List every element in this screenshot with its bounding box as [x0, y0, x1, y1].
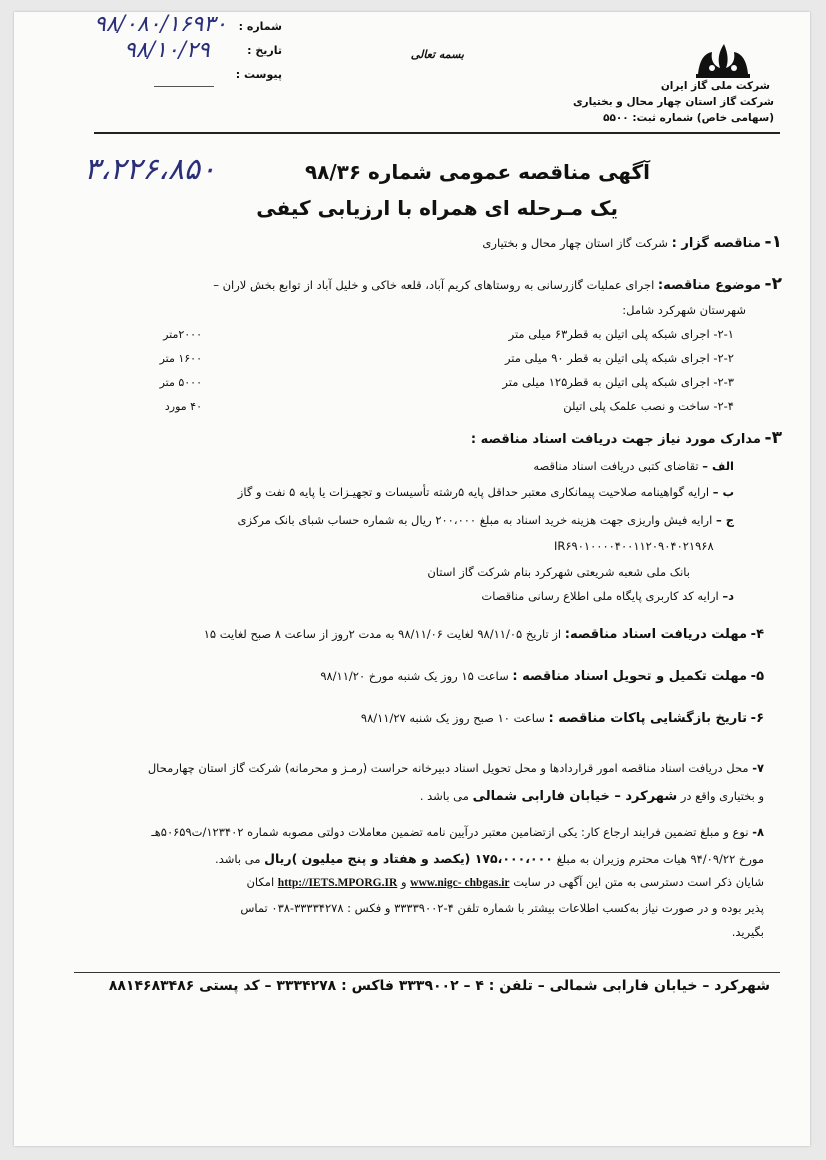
section-8-line-2 [215, 850, 764, 868]
section-3-a [533, 458, 734, 475]
section-6-label: تاریخ بازگشایی پاکات مناقصه : [548, 711, 747, 726]
section-5-text: ساعت ۱۵ روز یک شنبه مورخ ۹۸/۱۱/۲۰ [320, 669, 509, 683]
section-3-b [238, 484, 734, 501]
section-3-b-text: ارایه گواهینامه صلاحیت پیمانکاری معتبر حداقل پایه ۵رشته تأسیسات و تجهیـزات یا پایه ۵ نفت و گاز [237, 485, 710, 499]
section-8-text-3b: و [400, 875, 407, 889]
section-2-item-3: ۲-۳- اجرای شبکه پلی اتیلن به قطر۱۲۵ میلی متر [502, 375, 734, 389]
section-5-number: ۵- [750, 669, 764, 684]
company-name-2: شرکت گاز استان چهار محال و بختیاری [572, 96, 774, 108]
section-2-item-2: ۲-۲- اجرای شبکه پلی اتیلن به قطر ۹۰ میلی متر [504, 351, 734, 365]
section-4-label: مهلت دریافت اسناد مناقصه: [564, 627, 747, 642]
header-divider [94, 132, 780, 134]
section-2-item-1: ۲-۱- اجرای شبکه پلی اتیلن به قطر۶۳ میلی متر [508, 327, 734, 341]
section-5 [320, 668, 764, 685]
section-7-number: ۷- [752, 761, 764, 775]
document-page [14, 12, 810, 1146]
section-6-text: ساعت ۱۰ صبح روز یک شنبه ۹۸/۱۱/۲۷ [360, 711, 545, 725]
section-2 [42, 276, 782, 294]
section-4-text: از تاریخ ۹۸/۱۱/۰۵ لغایت ۹۸/۱۱/۰۶ به مدت ۲روز از ساعت ۸ صبح لغایت ۱۵ [203, 627, 562, 641]
footer-divider [74, 972, 780, 973]
section-7-address: شهرکرد – خیابان فارابی شمالی [472, 789, 678, 804]
section-8-line-1 [44, 824, 764, 841]
section-7-text-2c: می باشد . [419, 789, 469, 803]
section-2-label: موضوع مناقصه: [657, 278, 761, 293]
section-3-bank: بانک ملی شعبه شریعتی شهرکرد بنام شرکت گاز استان [427, 565, 690, 579]
section-8-text-2a: مورخ ۹۴/۰۹/۲۲ هیات محترم وزیران به مبلغ [556, 852, 764, 866]
section-8-line-3 [246, 874, 764, 892]
nigc-logo-icon [690, 38, 756, 80]
section-6-number: ۶- [750, 711, 764, 726]
section-3-label: مدارک مورد نیاز جهت دریافت اسناد مناقصه : [470, 432, 761, 447]
section-2-item-4-qty: ۴۰ مورد [164, 400, 202, 413]
section-8-text-2c: می باشد. [215, 852, 261, 866]
section-2-text-2: شهرستان شهرکرد شامل: [622, 303, 746, 317]
section-5-label: مهلت تکمیل و تحویل اسناد مناقصه : [512, 669, 747, 684]
section-3-c-label: ج – [715, 513, 734, 527]
section-3-c [44, 512, 734, 529]
section-3-a-text: تقاضای کتبی دریافت اسناد مناقصه [533, 459, 699, 473]
section-8-number: ۸- [752, 825, 764, 839]
number-label: شماره : [238, 20, 282, 33]
section-3 [471, 430, 782, 448]
section-8-text-1: نوع و مبلغ تضمین فرایند ارجاع کار: یکی ازتضامین معتبر درآیین نامه تضمین معاملات دولتی مصوبه شماره ۱۲۳۴۰۲/ت۵۰۶۵۹هـ [151, 825, 749, 839]
website-link-iets[interactable]: http://IETS.MPORG.IR [277, 877, 398, 889]
section-3-d-label: د– [722, 589, 734, 603]
section-2-item-1-qty: ۲۰۰۰متر [163, 328, 202, 341]
section-2-number: ۲- [764, 274, 782, 294]
section-2-text: اجرای عملیات گازرسانی به روستاهای کریم آباد، قلعه خاکی و خلیل آباد از توابع بخش لاران – [213, 278, 655, 292]
website-link-nigc[interactable]: www.nigc- chbgas.ir [410, 877, 510, 889]
section-1-label: مناقصه گزار : [671, 236, 761, 251]
date-handwritten: ۹۸/۱۰/۲۹ [124, 38, 210, 63]
section-7-line-2 [420, 788, 764, 805]
section-3-d [481, 588, 734, 605]
section-1 [82, 234, 782, 252]
section-3-iban: IR۶۹۰۱۰۰۰۰۴۰۰۱۱۲۰۹۰۴۰۲۱۹۶۸ [554, 539, 714, 553]
section-3-d-text: ارایه کد کاربری پایگاه ملی اطلاع رسانی مناقصات [481, 589, 719, 603]
section-8-text-3a: شایان ذکر است دسترسی به متن این آگهی در سایت [513, 875, 764, 889]
handwritten-amount: ۳،۲۲۶،۸۵۰ [84, 152, 217, 187]
attachment-label: پیوست : [235, 68, 282, 81]
tender-subtitle: یک مـرحله ای همراه با ارزیابی کیفی [256, 196, 618, 220]
section-7-line-1 [44, 760, 764, 777]
footer-address: شهرکرد – خیابان فارابی شمالی – تلفن : ۴ – ۳۳۳۹۰۰۲ فاکس : ۳۳۳۴۲۷۸ – کد پستی ۸۸۱۴۶۸۳۴۸۶ [108, 978, 770, 994]
date-label: تاریخ : [247, 44, 282, 57]
section-1-text: شرکت گاز استان چهار محال و بختیاری [482, 236, 668, 250]
section-7-text-1: محل دریافت اسناد مناقصه امور قراردادها و محل تحویل اسناد دبیرخانه حراست (رمـز و محرمانه) شرکت گاز استان چهارمحال [147, 761, 749, 775]
section-2-item-4: ۲-۴- ساخت و نصب علمک پلی اتیلن [563, 399, 734, 413]
section-6 [361, 710, 764, 727]
tender-title: آگهی مناقصه عمومی شماره ۹۸/۳۶ [304, 160, 650, 184]
section-3-c-text: ارایه فیش واریزی جهت هزینه خرید اسناد به مبلغ ۲۰۰،۰۰۰ ریال به شماره حساب شبای بانک مرکزی [237, 513, 713, 527]
section-8-amount: ۱۷۵،۰۰۰،۰۰۰ (یکصد و هفتاد و پنج میلیون )ریال [264, 851, 553, 866]
section-3-b-label: ب – [712, 485, 734, 499]
section-3-number: ۳- [764, 428, 782, 448]
section-4-number: ۴- [750, 627, 764, 642]
section-8-line-5: بگیرید. [731, 925, 764, 939]
company-registration: (سهامی خاص) شماره ثبت: ۵۵۰۰ [603, 112, 774, 124]
section-4 [204, 626, 764, 643]
section-1-number: ۱- [764, 232, 782, 252]
section-8-line-4: پذیر بوده و در صورت نیاز به‌کسب اطلاعات بیشتر با شماره تلفن ۴-۳۳۳۳۹۰۰۲ و فکس : ۳۳۳۳۴۲۷۸-۰۳۸ تماس [240, 901, 764, 915]
section-7-text-2a: و بختیاری واقع در [680, 789, 764, 803]
section-2-item-2-qty: ۱۶۰۰ متر [159, 352, 202, 365]
section-2-item-3-qty: ۵۰۰۰ متر [159, 376, 202, 389]
bismillah: بسمه تعالی [410, 48, 464, 61]
company-name-1: شرکت ملی گاز ایران [660, 80, 770, 92]
attachment-line [154, 86, 214, 87]
section-3-a-label: الف – [702, 459, 734, 473]
number-handwritten: ۹۸/۰۸۰/۱۶۹۳۰ [94, 12, 227, 37]
section-8-text-3c: امکان [246, 875, 275, 889]
